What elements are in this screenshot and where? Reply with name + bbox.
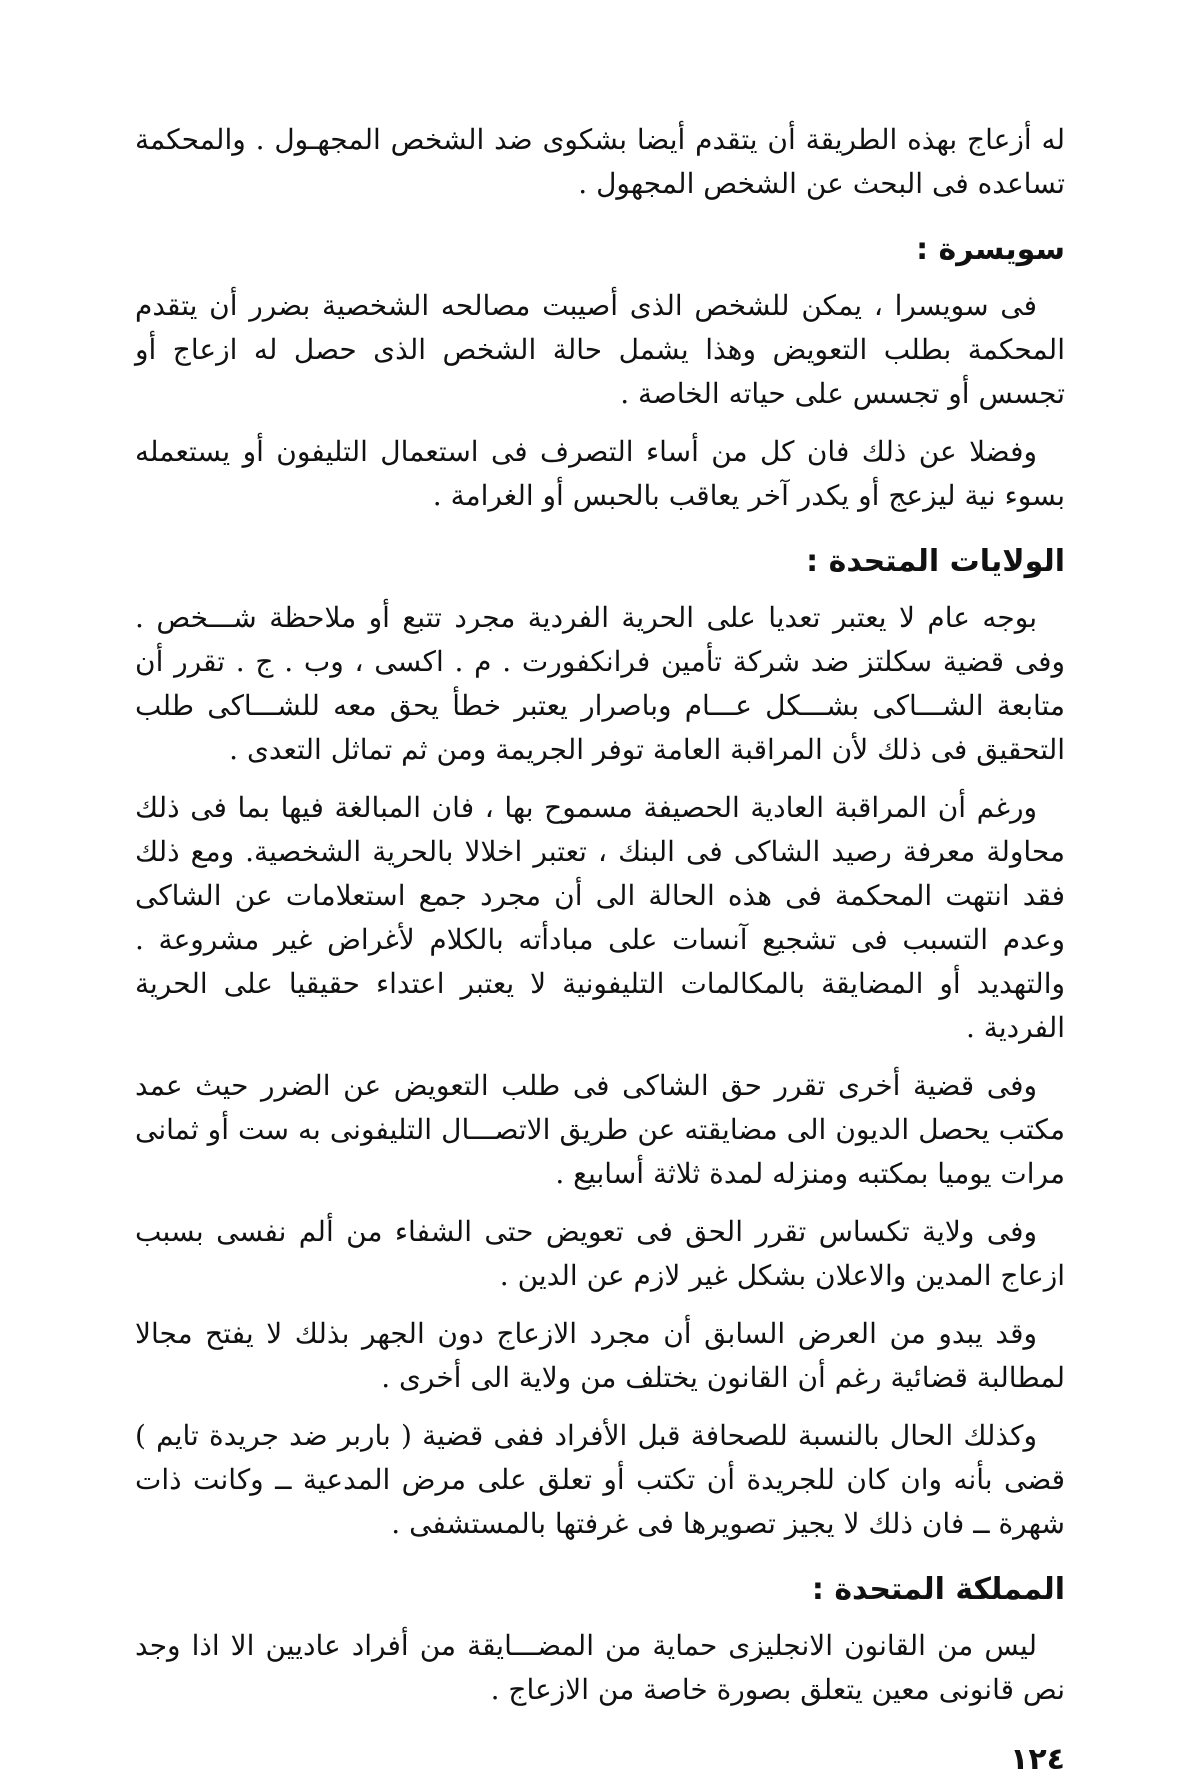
paragraph-us-1: بوجه عام لا يعتبر تعديا على الحرية الفردية مجرد تتبع أو ملاحظة شـــخص . وفى قضية سكلتز ضد شركة تأمين فرانكفورت . م . اكسى ، وب . ج . تقرر أن متابعة الشـــاكى بشـــكل عـــام وباصرار يعتبر خطأ يحق معه للشـــاكى طلب التحقيق فى ذلك لأن المراقبة العامة توفر الجريمة ومن ثم تماثل التعدى . <box>135 601 1065 766</box>
paragraph-switzerland-2: وفضلا عن ذلك فان كل من أساء التصرف فى استعمال التليفون أو يستعمله بسوء نية ليزعج أو يكدر آخر يعاقب بالحبس أو الغرامة . <box>135 435 1065 512</box>
paragraph-uk-1: ليس من القانون الانجليزى حماية من المضـــايقة من أفراد عاديين الا اذا وجد نص قانونى معين يتعلق بصورة خاصة من الازعاج . <box>135 1629 1065 1706</box>
paragraph-us-3: وفى قضية أخرى تقرر حق الشاكى فى طلب التعويض عن الضرر حيث عمد مكتب يحصل الديون الى مضايقته عن طريق الاتصـــال التليفونى به ست أو ثمانى مرات يوميا بمكتبه ومنزله لمدة ثلاثة أسابيع . <box>135 1069 1065 1190</box>
paragraph-switzerland-1: فى سويسرا ، يمكن للشخص الذى أصيبت مصالحه الشخصية بضرر أن يتقدم المحكمة بطلب التعويض وهذا يشمل حالة الشخص الذى حصل له ازعاج أو تجسس أو تجسس على حياته الخاصة . <box>135 289 1065 410</box>
paragraph-us-2: ورغم أن المراقبة العادية الحصيفة مسموح بها ، فان المبالغة فيها بما فى ذلك محاولة معرفة رصيد الشاكى فى البنك ، تعتبر اخلالا بالحرية الشخصية. ومع ذلك فقد انتهت المحكمة فى هذه الحالة الى أن مجرد جمع استعلامات عن الشاكى وعدم التسبب فى تشجيع آنسات على مبادأته بالكلام لأغراض غير مشروعة . والتهديد أو المضايقة بالمكالمات التليفونية لا يعتبر اعتداء حقيقيا على الحرية الفردية . <box>135 791 1065 1044</box>
heading-united-states: الولايات المتحدة : <box>806 544 1065 579</box>
paragraph-us-6: وكذلك الحال بالنسبة للصحافة قبل الأفراد ففى قضية ( باربر ضد جريدة تايم ) قضى بأنه وان كان للجريدة أن تكتب أو تعلق على مرض المدعية ــ وكانت ذات شهرة ــ فان ذلك لا يجيز تصويرها فى غرفتها بالمستشفى . <box>135 1419 1065 1540</box>
heading-united-kingdom: المملكة المتحدة : <box>811 1572 1065 1607</box>
document-page <box>135 118 1065 1777</box>
paragraph-intro-continuation: له أزعاج بهذه الطريقة أن يتقدم أيضا بشكوى ضد الشخص المجهـول . والمحكمة تساعده فى البحث عن الشخص المجهول . <box>135 123 1065 200</box>
heading-switzerland: سويسرة : <box>916 232 1065 267</box>
paragraph-us-5: وقد يبدو من العرض السابق أن مجرد الازعاج دون الجهر بذلك لا يفتح مجالا لمطالبة قضائية رغم أن القانون يختلف من ولاية الى أخرى . <box>135 1317 1065 1394</box>
paragraph-us-4: وفى ولاية تكساس تقرر الحق فى تعويض حتى الشفاء من ألم نفسى بسبب ازعاج المدين والاعلان بشكل غير لازم عن الدين . <box>135 1215 1065 1292</box>
page-number: ١٢٤ <box>1010 1742 1065 1777</box>
